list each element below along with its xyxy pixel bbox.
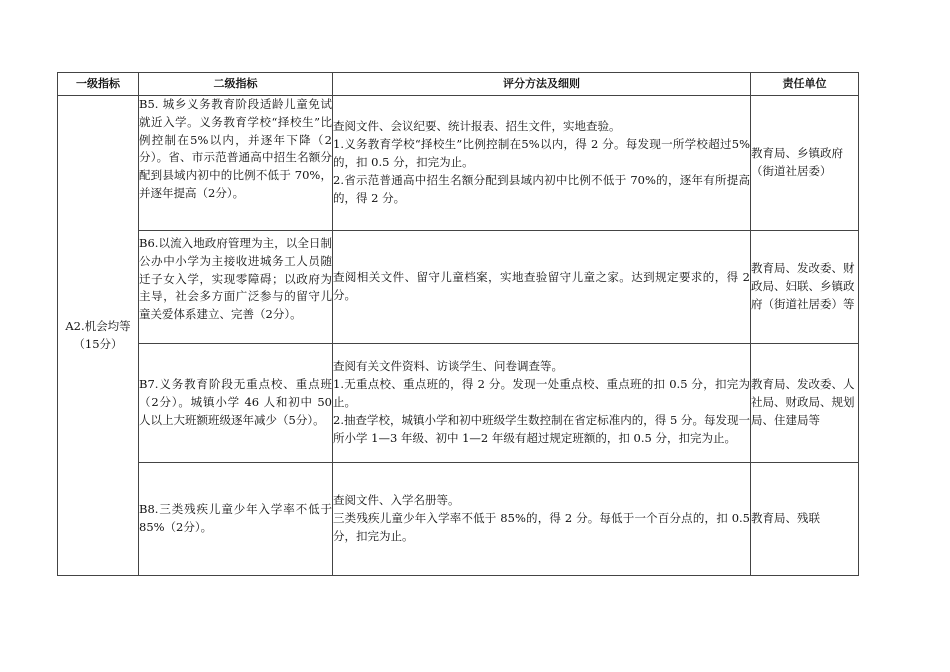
header-secondary-indicator: 二级指标	[139, 73, 333, 96]
table-row	[58, 344, 859, 463]
responsible-unit-b6: 教育局、发改委、财政局、妇联、乡镇政府（街道社居委）等	[751, 231, 859, 344]
table-row	[58, 96, 859, 231]
method-line: 1.义务教育学校“择校生”比例控制在5%以内，得 2 分。每发现一所学校超过5%的，扣 0.5 分，扣完为止。	[333, 137, 750, 170]
table-header-row	[58, 73, 859, 96]
secondary-indicator-b8: B8.三类残疾儿童少年入学率不低于 85%（2分）。	[139, 463, 333, 576]
header-responsible-unit: 责任单位	[751, 73, 859, 96]
scoring-method-b7	[333, 344, 751, 463]
table-row	[58, 231, 859, 344]
header-scoring-method: 评分方法及细则	[333, 73, 751, 96]
method-line: 查阅文件、入学名册等。	[333, 493, 460, 508]
primary-indicator-score: （15分）	[73, 336, 123, 351]
secondary-indicator-b7: B7.义务教育阶段无重点校、重点班（2分）。城镇小学 46 人和初中 50 人以上大班额班级逐年减少（5分）。	[139, 344, 333, 463]
method-line: 2.省示范普通高中招生名额分配到县域内初中比例不低于 70%的，逐年有所提高的，得 2 分。	[333, 172, 750, 205]
method-line: 三类残疾儿童少年入学率不低于 85%的，得 2 分。每低于一个百分点的，扣 0.5 分，扣完为止。	[333, 511, 750, 543]
method-line: 查阅有关文件资料、访谈学生、问卷调查等。	[333, 359, 563, 374]
method-line: 1.无重点校、重点班的，得 2 分。发现一处重点校、重点班的扣 0.5 分，扣完为止。	[333, 377, 750, 410]
scoring-method-b8	[333, 463, 751, 576]
responsible-unit-b7: 教育局、发改委、人社局、财政局、规划局、住建局等	[751, 344, 859, 463]
method-line: 查阅文件、会议纪要、统计报表、招生文件，实地查验。	[333, 119, 621, 134]
evaluation-table	[57, 72, 859, 576]
responsible-unit-b8: 教育局、残联	[751, 463, 859, 576]
primary-indicator-cell	[58, 96, 139, 576]
header-primary-indicator: 一级指标	[58, 73, 139, 96]
primary-indicator-name: A2.机会均等	[65, 318, 131, 333]
secondary-indicator-b5: B5. 城乡义务教育阶段适龄儿童免试就近入学。义务教育学校“择校生”比例控制在5%以内，并逐年下降（2分）。省、市示范普通高中招生名额分配到县域内初中的比例不低于 70%，并逐年提高（2分）。	[139, 96, 333, 231]
secondary-indicator-b6: B6.以流入地政府管理为主，以全日制公办中小学为主接收进城务工人员随迁子女入学，实现零障碍；以政府为主导，社会多方面广泛参与的留守儿童关爱体系建立、完善（2分）。	[139, 231, 333, 344]
table-row	[58, 463, 859, 576]
scoring-method-b5	[333, 96, 751, 231]
method-line: 2.抽查学校，城镇小学和初中班级学生数控制在省定标准内的，得 5 分。每发现一所小学 1—3 年级、初中 1—2 年级有超过规定班额的，扣 0.5 分，扣完为止。	[333, 412, 750, 445]
scoring-method-b6	[333, 231, 751, 344]
responsible-unit-b5: 教育局、乡镇政府（街道社居委）	[751, 96, 859, 231]
method-line: 查阅相关文件、留守儿童档案，实地查验留守儿童之家。达到规定要求的，得 2 分。	[333, 270, 750, 302]
